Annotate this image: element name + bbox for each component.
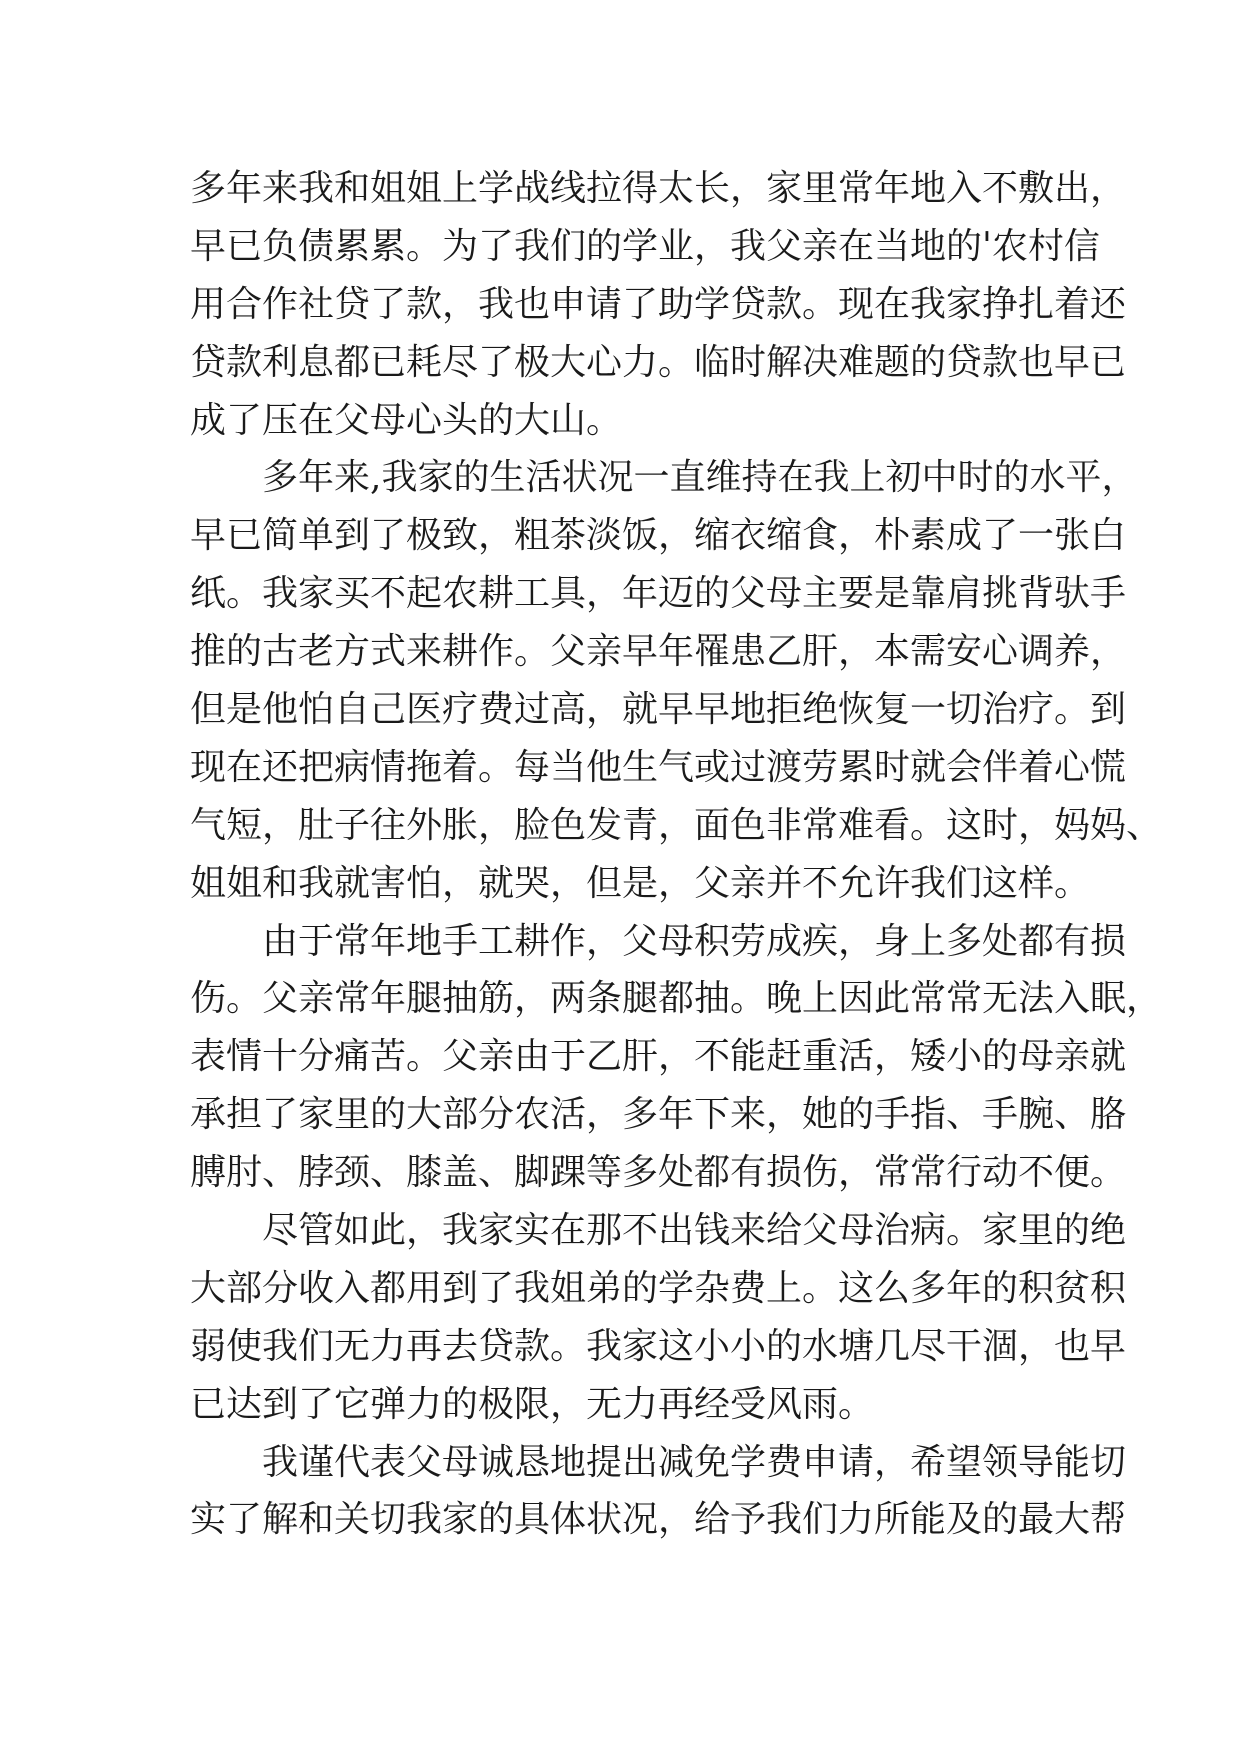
text-line: 成了压在父母心头的大山。: [190, 399, 623, 441]
text-line: 早已负债累累。为了我们的学业，我父亲在当地的'农村信: [190, 225, 1100, 267]
document-body: [190, 160, 1163, 1549]
text-line: 姐姐和我就害怕，就哭，但是，父亲并不允许我们这样。: [190, 862, 1091, 904]
text-line: 推的古老方式来耕作。父亲早年罹患乙肝，本需安心调养，: [190, 631, 1127, 673]
text-line: 现在还把病情拖着。每当他生气或过渡劳累时就会伴着心慌: [190, 746, 1127, 788]
text-line: 大部分收入都用到了我姐弟的学杂费上。这么多年的积贫积: [190, 1267, 1127, 1309]
text-line: 我谨代表父母诚恳地提出减免学费申请，希望领导能切: [262, 1441, 1127, 1483]
text-line: 承担了家里的大部分农活，多年下来，她的手指、手腕、胳: [190, 1094, 1127, 1136]
text-line: 表情十分痛苦。父亲由于乙肝，不能赶重活，矮小的母亲就: [190, 1036, 1127, 1078]
text-line: 实了解和关切我家的具体状况，给予我们力所能及的最大帮: [190, 1499, 1127, 1541]
text-line: 贷款利息都已耗尽了极大心力。临时解决难题的贷款也早已: [190, 341, 1127, 383]
text-line: 膊肘、脖颈、膝盖、脚踝等多处都有损伤，常常行动不便。: [190, 1152, 1127, 1194]
text-line: 但是他怕自己医疗费过高，就早早地拒绝恢复一切治疗。到: [190, 689, 1127, 731]
text-line: 伤。父亲常年腿抽筋，两条腿都抽。晚上因此常常无法入眠，: [190, 978, 1163, 1020]
text-line: 由于常年地手工耕作，父母积劳成疾，身上多处都有损: [262, 920, 1127, 962]
text-line: 多年来我和姐姐上学战线拉得太长，家里常年地入不敷出，: [190, 168, 1127, 209]
text-line: 早已简单到了极致，粗茶淡饭，缩衣缩食，朴素成了一张白: [190, 515, 1127, 557]
text-line: 多年来,我家的生活状况一直维持在我上初中时的水平，: [262, 457, 1138, 499]
text-line: 尽管如此，我家实在那不出钱来给父母治病。家里的绝: [262, 1210, 1127, 1252]
text-line: 纸。我家买不起农耕工具，年迈的父母主要是靠肩挑背驮手: [190, 573, 1127, 615]
text-line: 用合作社贷了款，我也申请了助学贷款。现在我家挣扎着还: [190, 283, 1127, 325]
text-line: 弱使我们无力再去贷款。我家这小小的水塘几尽干涸，也早: [190, 1325, 1127, 1367]
text-line: 已达到了它弹力的极限，无力再经受风雨。: [190, 1383, 875, 1425]
text-line: 气短，肚子往外胀，脸色发青，面色非常难看。这时，妈妈、: [190, 804, 1163, 846]
